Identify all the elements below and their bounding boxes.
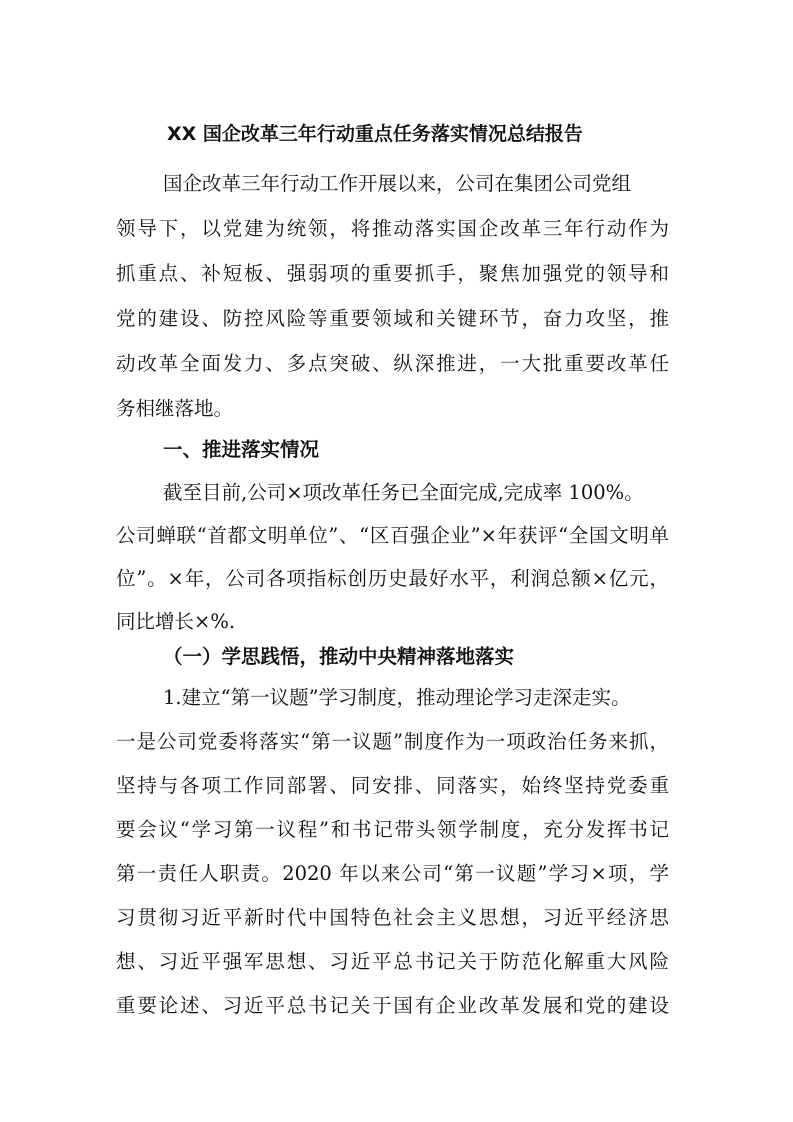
subsection1-line-8: 重要论述、习近平总书记关于国有企业改革发展和党的建设	[116, 994, 669, 1017]
section1-line-4: 同比增长×%.	[116, 610, 236, 633]
subsection1-line-4: 要会议“学习第一议程”和书记带头领学制度，充分发挥书记	[116, 818, 669, 841]
subsection1-line-7: 想、习近平强军思想、习近平总书记关于防范化解重大风险	[116, 950, 669, 973]
subsection1-line-1: 1.建立“第一议题”学习制度，推动理论学习走深走实。	[163, 686, 631, 709]
section1-line-3: 位”。×年，公司各项指标创历史最好水平，利润总额×亿元，	[116, 567, 669, 590]
subsection1-line-6: 习贯彻习近平新时代中国特色社会主义思想，习近平经济思	[116, 906, 669, 929]
intro-line-6: 务相继落地。	[116, 397, 234, 420]
section1-line-1: 截至目前,公司×项改革任务已全面完成,完成率 100%。	[163, 481, 644, 504]
intro-line-1: 国企改革三年行动工作开展以来，公司在集团公司党组	[163, 172, 632, 195]
intro-line-3: 抓重点、补短板、强弱项的重要抓手，聚焦加强党的领导和	[116, 262, 669, 285]
subsection1-line-5: 第一责任人职责。2020 年以来公司“第一议题”学习×项，学	[116, 862, 669, 885]
subsection1-line-2: 一是公司党委将落实“第一议题”制度作为一项政治任务来抓，	[116, 730, 669, 753]
intro-line-2: 领导下，以党建为统领，将推动落实国企改革三年行动作为	[116, 217, 669, 240]
intro-line-4: 党的建设、防控风险等重要领域和关键环节，奋力攻坚，推	[116, 307, 669, 330]
subsection1-line-3: 坚持与各项工作同部署、同安排、同落实，始终坚持党委重	[116, 774, 669, 797]
document-title: XX 国企改革三年行动重点任务落实情况总结报告	[167, 123, 583, 145]
section-heading-1: 一、推进落实情况	[163, 438, 320, 461]
section1-line-2: 公司蝉联“首都文明单位”、“区百强企业”×年获评“全国文明单	[116, 524, 669, 547]
subsection-heading-1: （一）学思践悟，推动中央精神落地落实	[163, 645, 515, 668]
intro-line-5: 动改革全面发力、多点突破、纵深推进，一大批重要改革任	[116, 352, 669, 375]
